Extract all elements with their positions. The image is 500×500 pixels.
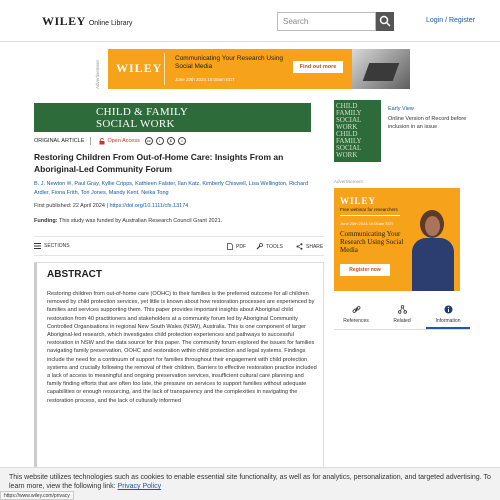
sections-label: SECTIONS: [44, 243, 70, 249]
side-ad-date: June 20th 2024 10:00am EDT: [340, 221, 394, 226]
article-type: ORIGINAL ARTICLE: [34, 138, 85, 144]
publication-info: First published: 22 April 2024 | https://doi.org/10.1111/cfs.13174: [34, 203, 189, 209]
tools-button[interactable]: [256, 243, 283, 250]
link-icon: [352, 305, 361, 314]
pdf-button[interactable]: [227, 243, 246, 250]
advertisement-label: Advertisement: [95, 60, 100, 89]
license-icons: [145, 137, 189, 145]
open-access-badge: [99, 138, 139, 145]
nd-icon[interactable]: =: [178, 137, 186, 145]
side-ad-brand: WILEY: [340, 196, 377, 206]
side-banner-ad[interactable]: [334, 188, 460, 291]
nc-icon[interactable]: $: [167, 137, 175, 145]
ad-divider: [164, 53, 165, 85]
pdf-label: PDF: [236, 243, 246, 250]
ad-headline: Communicating Your Research Using Social Media: [175, 55, 284, 70]
search-input[interactable]: Search: [277, 12, 376, 31]
tab-information[interactable]: [426, 303, 470, 329]
abstract-section: [34, 262, 324, 472]
side-ad-register-button[interactable]: Register now: [340, 264, 390, 276]
author-list[interactable]: B. J. Newton ✉, Paul Gray, Kyllie Cripps, Kathleen Falster, Ilan Katz, Kimberly Chiswell, Lisa Wellington, Richard Ardler, Fiona Frith, Tori Jones, Mandy Kent, Neika Tong: [34, 181, 309, 196]
tools-label: TOOLS: [266, 243, 283, 250]
site-header: [0, 0, 500, 42]
cookie-text-block: [9, 473, 493, 491]
tabs-underline: [334, 329, 470, 330]
wiley-logo[interactable]: [42, 14, 132, 29]
top-banner-ad[interactable]: [108, 49, 410, 89]
login-register-link[interactable]: Login / Register: [426, 17, 476, 24]
journal-title-line2: SOCIAL WORK: [96, 118, 175, 130]
search-icon: [379, 15, 391, 27]
side-ad-divider: [340, 215, 400, 216]
cookie-banner: [0, 467, 500, 500]
early-view-link[interactable]: Early View: [388, 106, 414, 112]
cc-icon[interactable]: cc: [146, 138, 151, 143]
search-button[interactable]: [376, 12, 394, 31]
journal-cover[interactable]: [334, 100, 381, 162]
pdf-icon: [227, 243, 233, 250]
article-title: Restoring Children From Out-of-Home Care: Insights From an Aboriginal-Led Community Forum: [34, 152, 284, 174]
ad-find-out-more-button[interactable]: Find out more: [293, 61, 343, 73]
by-icon[interactable]: i: [156, 137, 164, 145]
privacy-policy-link[interactable]: Privacy Policy: [117, 483, 162, 490]
share-label: SHARE: [306, 243, 324, 250]
side-ad-person-body: [412, 238, 454, 291]
side-ad-person-face: [425, 216, 440, 236]
sidebar-tabs: [334, 303, 470, 329]
abstract-text: Restoring children from out-of-home care (OOHC) to their families is the preferred outcome for all children removed by child protection services, yet little is known about how restoration processes are experienced by families and services supporting them. This paper provides important insights about Aboriginal child restoration from 40 practitioners and stakeholders at a community forum led by Aboriginal Community Controlled Organisations in regional New South Wales (NSW), Australia. This is one component of larger Aboriginal-led research, which investigates child protection experiences and pathways to successful restoration in NSW and the data source for this paper. The community forum explored the issues for families navigating family preservation, OOHC and restoration within child protection and legal systems. Findings include the need for a continuum of support for families throughout their engagement with child protection systems and crucially following the removal of their children. Barriers to effective restoration practice included a lack of access to meaningful and ongoing preservation services, insufficient cultural care planning and family finding efforts that are often too late, the pressure on services to support families without adequate capabilities or enough resourcing, and the lack of transparency and the complexities in navigating the restoration process, and the lack of culturally informed: [47, 291, 317, 404]
funding-label: Funding:: [34, 218, 58, 224]
tab-references[interactable]: [334, 303, 378, 329]
journal-banner[interactable]: [34, 103, 311, 132]
journal-title-line1: CHILD & FAMILY: [96, 106, 189, 118]
list-icon: [34, 243, 41, 249]
tab-references-label: References: [343, 318, 369, 324]
ad-photo: [352, 49, 410, 89]
info-icon: [444, 305, 453, 314]
cookie-message: This website utilizes technologies such as cookies to enable essential site functionality, as well as for analytics, personalization, and targeted advertising. To learn more, view the following link:: [9, 474, 491, 490]
side-advertisement-label: Advertisement: [334, 179, 363, 184]
article-meta-row: [34, 137, 189, 145]
open-lock-icon: [99, 138, 105, 145]
open-access-label: Open Access: [107, 138, 140, 144]
status-bar-url: https://www.wiley.com/privacy: [0, 491, 74, 500]
tab-information-label: Information: [435, 318, 461, 324]
early-view-description: Online Version of Record before inclusion in an issue: [388, 116, 467, 130]
logo-wordmark: WILEY: [42, 14, 86, 28]
tab-related[interactable]: [380, 303, 424, 329]
share-button[interactable]: [296, 243, 323, 250]
funding-text: This study was funded by Australian Research Council Grant 2021.: [58, 218, 223, 224]
abstract-heading: ABSTRACT: [47, 269, 102, 280]
sections-button[interactable]: [34, 243, 70, 249]
cover-text: CHILD FAMILY SOCIAL WORK CHILD FAMILY SOCIAL WORK: [336, 102, 362, 159]
side-ad-headline: Communicating Your Research Using Social Media: [340, 230, 404, 254]
doi-link[interactable]: https://doi.org/10.1111/cfs.13174: [109, 203, 189, 209]
first-published: First published: 22 April 2024: [34, 203, 105, 209]
network-icon: [398, 305, 407, 314]
share-icon: [296, 243, 303, 250]
ad-brand: WILEY: [116, 61, 163, 75]
logo-subtitle: Online Library: [88, 20, 133, 27]
ad-date: June 20th 2024 10:00am EDT: [175, 77, 236, 82]
article-toolbar: [34, 236, 324, 256]
meta-separator: [90, 137, 91, 145]
tab-related-label: Related: [393, 318, 411, 324]
wrench-icon: [256, 243, 263, 250]
funding-info: [34, 218, 222, 224]
side-ad-subtitle: Free webinar for researchers: [340, 207, 398, 212]
